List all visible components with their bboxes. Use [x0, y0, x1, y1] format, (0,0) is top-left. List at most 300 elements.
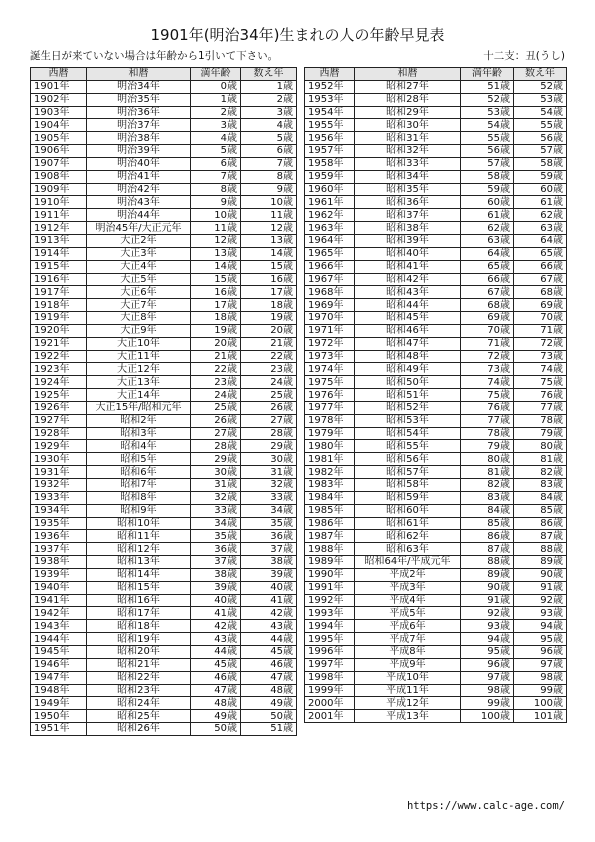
seireki-cell: 1907年 [31, 157, 87, 170]
age-table-right [304, 67, 567, 723]
kazoedoshi-cell: 78歳 [514, 414, 567, 427]
kazoedoshi-cell: 21歳 [241, 337, 297, 350]
wareki-cell: 平成9年 [355, 658, 461, 671]
table-row [31, 247, 297, 260]
kazoedoshi-cell: 79歳 [514, 427, 567, 440]
wareki-cell: 昭和42年 [355, 273, 461, 286]
table-row [305, 491, 567, 504]
wareki-cell: 昭和63年 [355, 543, 461, 556]
seireki-cell: 1994年 [305, 620, 355, 633]
seireki-cell: 1986年 [305, 517, 355, 530]
man-nenrei-cell: 51歳 [461, 80, 514, 93]
kazoedoshi-cell: 70歳 [514, 312, 567, 325]
table-row [305, 581, 567, 594]
seireki-cell: 1960年 [305, 183, 355, 196]
kazoedoshi-cell: 61歳 [514, 196, 567, 209]
man-nenrei-cell: 12歳 [191, 234, 241, 247]
seireki-cell: 1930年 [31, 453, 87, 466]
kazoedoshi-cell: 101歳 [514, 710, 567, 723]
kazoedoshi-cell: 39歳 [241, 568, 297, 581]
kazoedoshi-cell: 44歳 [241, 633, 297, 646]
kazoedoshi-cell: 76歳 [514, 389, 567, 402]
man-nenrei-cell: 8歳 [191, 183, 241, 196]
wareki-cell: 昭和41年 [355, 260, 461, 273]
seireki-cell: 1949年 [31, 697, 87, 710]
man-nenrei-cell: 55歳 [461, 132, 514, 145]
kazoedoshi-cell: 47歳 [241, 671, 297, 684]
wareki-cell: 明治37年 [87, 119, 191, 132]
wareki-cell: 昭和37年 [355, 209, 461, 222]
wareki-cell: 昭和17年 [87, 607, 191, 620]
wareki-cell: 平成12年 [355, 697, 461, 710]
seireki-cell: 1924年 [31, 376, 87, 389]
kazoedoshi-cell: 69歳 [514, 299, 567, 312]
wareki-cell: 平成4年 [355, 594, 461, 607]
seireki-cell: 1984年 [305, 491, 355, 504]
seireki-cell: 1910年 [31, 196, 87, 209]
kazoedoshi-cell: 94歳 [514, 620, 567, 633]
seireki-cell: 1944年 [31, 633, 87, 646]
wareki-cell: 昭和38年 [355, 222, 461, 235]
man-nenrei-cell: 63歳 [461, 234, 514, 247]
man-nenrei-cell: 6歳 [191, 157, 241, 170]
zodiac-label: 十二支：丑(うし) [483, 50, 565, 62]
wareki-cell: 明治39年 [87, 145, 191, 158]
wareki-cell: 平成7年 [355, 633, 461, 646]
kazoedoshi-cell: 9歳 [241, 183, 297, 196]
seireki-cell: 1950年 [31, 710, 87, 723]
man-nenrei-cell: 87歳 [461, 543, 514, 556]
kazoedoshi-cell: 28歳 [241, 427, 297, 440]
wareki-cell: 大正12年 [87, 363, 191, 376]
kazoedoshi-cell: 11歳 [241, 209, 297, 222]
wareki-cell: 昭和14年 [87, 568, 191, 581]
seireki-cell: 1919年 [31, 312, 87, 325]
table-row [31, 183, 297, 196]
seireki-cell: 1928年 [31, 427, 87, 440]
table-row [31, 658, 297, 671]
man-nenrei-cell: 49歳 [191, 710, 241, 723]
wareki-cell: 昭和52年 [355, 401, 461, 414]
table-row [305, 93, 567, 106]
table-row [31, 594, 297, 607]
table-row [31, 620, 297, 633]
table-row [31, 222, 297, 235]
kazoedoshi-cell: 92歳 [514, 594, 567, 607]
man-nenrei-cell: 86歳 [461, 530, 514, 543]
man-nenrei-cell: 78歳 [461, 427, 514, 440]
seireki-cell: 1941年 [31, 594, 87, 607]
seireki-cell: 1929年 [31, 440, 87, 453]
seireki-cell: 1916年 [31, 273, 87, 286]
wareki-cell: 昭和20年 [87, 645, 191, 658]
kazoedoshi-cell: 37歳 [241, 543, 297, 556]
table-row [31, 286, 297, 299]
man-nenrei-cell: 53歳 [461, 106, 514, 119]
kazoedoshi-cell: 1歳 [241, 80, 297, 93]
table-row [31, 157, 297, 170]
man-nenrei-cell: 91歳 [461, 594, 514, 607]
seireki-cell: 1998年 [305, 671, 355, 684]
wareki-cell: 昭和2年 [87, 414, 191, 427]
man-nenrei-cell: 64歳 [461, 247, 514, 260]
age-table-left [30, 67, 297, 736]
seireki-cell: 1976年 [305, 389, 355, 402]
wareki-cell: 昭和40年 [355, 247, 461, 260]
table-row [31, 312, 297, 325]
footer-url: https://www.calc-age.com/ [406, 800, 565, 812]
kazoedoshi-cell: 19歳 [241, 312, 297, 325]
wareki-cell: 昭和26年 [87, 723, 191, 736]
wareki-cell: 平成6年 [355, 620, 461, 633]
table-row [31, 556, 297, 569]
kazoedoshi-cell: 81歳 [514, 453, 567, 466]
kazoedoshi-cell: 56歳 [514, 132, 567, 145]
table-row [305, 80, 567, 93]
seireki-cell: 1999年 [305, 684, 355, 697]
kazoedoshi-cell: 2歳 [241, 93, 297, 106]
wareki-cell: 昭和32年 [355, 145, 461, 158]
man-nenrei-cell: 10歳 [191, 209, 241, 222]
kazoedoshi-cell: 38歳 [241, 556, 297, 569]
kazoedoshi-cell: 16歳 [241, 273, 297, 286]
kazoedoshi-cell: 88歳 [514, 543, 567, 556]
kazoedoshi-cell: 40歳 [241, 581, 297, 594]
wareki-cell: 昭和49年 [355, 363, 461, 376]
man-nenrei-cell: 75歳 [461, 389, 514, 402]
table-row [305, 479, 567, 492]
man-nenrei-cell: 15歳 [191, 273, 241, 286]
wareki-cell: 明治34年 [87, 80, 191, 93]
seireki-cell: 1968年 [305, 286, 355, 299]
man-nenrei-cell: 33歳 [191, 504, 241, 517]
seireki-cell: 1917年 [31, 286, 87, 299]
man-nenrei-cell: 48歳 [191, 697, 241, 710]
table-row [305, 414, 567, 427]
man-nenrei-cell: 76歳 [461, 401, 514, 414]
seireki-cell: 1957年 [305, 145, 355, 158]
wareki-cell: 明治44年 [87, 209, 191, 222]
table-row [305, 132, 567, 145]
seireki-cell: 1996年 [305, 645, 355, 658]
header-kazoedoshi: 数え年 [514, 68, 567, 81]
kazoedoshi-cell: 20歳 [241, 324, 297, 337]
man-nenrei-cell: 20歳 [191, 337, 241, 350]
wareki-cell: 昭和53年 [355, 414, 461, 427]
header-wareki: 和暦 [87, 68, 191, 81]
seireki-cell: 1906年 [31, 145, 87, 158]
seireki-cell: 1992年 [305, 594, 355, 607]
wareki-cell: 昭和43年 [355, 286, 461, 299]
table-row [31, 607, 297, 620]
seireki-cell: 1942年 [31, 607, 87, 620]
man-nenrei-cell: 9歳 [191, 196, 241, 209]
wareki-cell: 平成13年 [355, 710, 461, 723]
man-nenrei-cell: 25歳 [191, 401, 241, 414]
table-row [31, 170, 297, 183]
kazoedoshi-cell: 15歳 [241, 260, 297, 273]
seireki-cell: 1964年 [305, 234, 355, 247]
seireki-cell: 1945年 [31, 645, 87, 658]
wareki-cell: 昭和56年 [355, 453, 461, 466]
kazoedoshi-cell: 4歳 [241, 119, 297, 132]
wareki-cell: 昭和23年 [87, 684, 191, 697]
man-nenrei-cell: 67歳 [461, 286, 514, 299]
kazoedoshi-cell: 42歳 [241, 607, 297, 620]
man-nenrei-cell: 38歳 [191, 568, 241, 581]
kazoedoshi-cell: 74歳 [514, 363, 567, 376]
seireki-cell: 1908年 [31, 170, 87, 183]
man-nenrei-cell: 97歳 [461, 671, 514, 684]
seireki-cell: 1948年 [31, 684, 87, 697]
man-nenrei-cell: 45歳 [191, 658, 241, 671]
man-nenrei-cell: 79歳 [461, 440, 514, 453]
kazoedoshi-cell: 93歳 [514, 607, 567, 620]
man-nenrei-cell: 29歳 [191, 453, 241, 466]
wareki-cell: 昭和28年 [355, 93, 461, 106]
table-row [31, 389, 297, 402]
wareki-cell: 昭和3年 [87, 427, 191, 440]
wareki-cell: 昭和36年 [355, 196, 461, 209]
kazoedoshi-cell: 14歳 [241, 247, 297, 260]
seireki-cell: 1911年 [31, 209, 87, 222]
page-title: 1901年(明治34年)生まれの人の年齢早見表 [150, 26, 445, 44]
man-nenrei-cell: 42歳 [191, 620, 241, 633]
table-row [31, 337, 297, 350]
seireki-cell: 1955年 [305, 119, 355, 132]
man-nenrei-cell: 50歳 [191, 723, 241, 736]
table-row [305, 119, 567, 132]
man-nenrei-cell: 35歳 [191, 530, 241, 543]
wareki-cell: 昭和51年 [355, 389, 461, 402]
table-row [305, 556, 567, 569]
kazoedoshi-cell: 95歳 [514, 633, 567, 646]
seireki-cell: 1947年 [31, 671, 87, 684]
table-row [31, 479, 297, 492]
man-nenrei-cell: 59歳 [461, 183, 514, 196]
wareki-cell: 大正2年 [87, 234, 191, 247]
kazoedoshi-cell: 97歳 [514, 658, 567, 671]
kazoedoshi-cell: 62歳 [514, 209, 567, 222]
wareki-cell: 昭和61年 [355, 517, 461, 530]
seireki-cell: 1983年 [305, 479, 355, 492]
wareki-cell: 昭和55年 [355, 440, 461, 453]
seireki-cell: 1967年 [305, 273, 355, 286]
wareki-cell: 昭和4年 [87, 440, 191, 453]
seireki-cell: 1903年 [31, 106, 87, 119]
seireki-cell: 1913年 [31, 234, 87, 247]
man-nenrei-cell: 54歳 [461, 119, 514, 132]
wareki-cell: 昭和27年 [355, 80, 461, 93]
man-nenrei-cell: 72歳 [461, 350, 514, 363]
kazoedoshi-cell: 24歳 [241, 376, 297, 389]
seireki-cell: 1936年 [31, 530, 87, 543]
table-row [31, 324, 297, 337]
table-body-right [305, 80, 567, 722]
seireki-cell: 1973年 [305, 350, 355, 363]
kazoedoshi-cell: 6歳 [241, 145, 297, 158]
kazoedoshi-cell: 51歳 [241, 723, 297, 736]
man-nenrei-cell: 19歳 [191, 324, 241, 337]
man-nenrei-cell: 94歳 [461, 633, 514, 646]
table-row [305, 247, 567, 260]
table-row [305, 157, 567, 170]
table-row [305, 350, 567, 363]
seireki-cell: 1972年 [305, 337, 355, 350]
man-nenrei-cell: 13歳 [191, 247, 241, 260]
seireki-cell: 1912年 [31, 222, 87, 235]
wareki-cell: 昭和50年 [355, 376, 461, 389]
seireki-cell: 1989年 [305, 556, 355, 569]
table-row [305, 196, 567, 209]
seireki-cell: 1940年 [31, 581, 87, 594]
wareki-cell: 大正5年 [87, 273, 191, 286]
seireki-cell: 1902年 [31, 93, 87, 106]
man-nenrei-cell: 56歳 [461, 145, 514, 158]
wareki-cell: 昭和45年 [355, 312, 461, 325]
kazoedoshi-cell: 72歳 [514, 337, 567, 350]
man-nenrei-cell: 17歳 [191, 299, 241, 312]
man-nenrei-cell: 36歳 [191, 543, 241, 556]
man-nenrei-cell: 16歳 [191, 286, 241, 299]
table-row [31, 145, 297, 158]
table-row [31, 723, 297, 736]
man-nenrei-cell: 44歳 [191, 645, 241, 658]
kazoedoshi-cell: 84歳 [514, 491, 567, 504]
seireki-cell: 1934年 [31, 504, 87, 517]
table-row [31, 196, 297, 209]
man-nenrei-cell: 89歳 [461, 568, 514, 581]
wareki-cell: 昭和22年 [87, 671, 191, 684]
seireki-cell: 1927年 [31, 414, 87, 427]
kazoedoshi-cell: 68歳 [514, 286, 567, 299]
kazoedoshi-cell: 57歳 [514, 145, 567, 158]
table-row [305, 633, 567, 646]
wareki-cell: 昭和11年 [87, 530, 191, 543]
wareki-cell: 昭和60年 [355, 504, 461, 517]
man-nenrei-cell: 74歳 [461, 376, 514, 389]
man-nenrei-cell: 39歳 [191, 581, 241, 594]
table-row [305, 324, 567, 337]
kazoedoshi-cell: 30歳 [241, 453, 297, 466]
seireki-cell: 1975年 [305, 376, 355, 389]
table-row [31, 671, 297, 684]
man-nenrei-cell: 18歳 [191, 312, 241, 325]
header-wareki: 和暦 [355, 68, 461, 81]
seireki-cell: 1987年 [305, 530, 355, 543]
seireki-cell: 1993年 [305, 607, 355, 620]
kazoedoshi-cell: 91歳 [514, 581, 567, 594]
birthday-note: 誕生日が来ていない場合は年齢から1引いて下さい。 [30, 50, 279, 62]
table-row [31, 581, 297, 594]
seireki-cell: 1979年 [305, 427, 355, 440]
seireki-cell: 1925年 [31, 389, 87, 402]
wareki-cell: 昭和48年 [355, 350, 461, 363]
wareki-cell: 昭和29年 [355, 106, 461, 119]
kazoedoshi-cell: 22歳 [241, 350, 297, 363]
man-nenrei-cell: 46歳 [191, 671, 241, 684]
wareki-cell: 昭和18年 [87, 620, 191, 633]
wareki-cell: 昭和19年 [87, 633, 191, 646]
table-row [31, 260, 297, 273]
seireki-cell: 1915年 [31, 260, 87, 273]
wareki-cell: 昭和57年 [355, 466, 461, 479]
man-nenrei-cell: 92歳 [461, 607, 514, 620]
seireki-cell: 1991年 [305, 581, 355, 594]
man-nenrei-cell: 27歳 [191, 427, 241, 440]
table-body-left [31, 80, 297, 735]
seireki-cell: 1918年 [31, 299, 87, 312]
seireki-cell: 1978年 [305, 414, 355, 427]
header-seireki: 西暦 [305, 68, 355, 81]
man-nenrei-cell: 43歳 [191, 633, 241, 646]
table-row [305, 222, 567, 235]
table-row [31, 530, 297, 543]
header-kazoedoshi: 数え年 [241, 68, 297, 81]
kazoedoshi-cell: 99歳 [514, 684, 567, 697]
seireki-cell: 1939年 [31, 568, 87, 581]
kazoedoshi-cell: 49歳 [241, 697, 297, 710]
seireki-cell: 1959年 [305, 170, 355, 183]
wareki-cell: 昭和13年 [87, 556, 191, 569]
wareki-cell: 平成8年 [355, 645, 461, 658]
seireki-cell: 1965年 [305, 247, 355, 260]
wareki-cell: 昭和64年/平成元年 [355, 556, 461, 569]
table-row [305, 427, 567, 440]
seireki-cell: 1920年 [31, 324, 87, 337]
seireki-cell: 1923年 [31, 363, 87, 376]
table-row [305, 145, 567, 158]
kazoedoshi-cell: 82歳 [514, 466, 567, 479]
kazoedoshi-cell: 75歳 [514, 376, 567, 389]
man-nenrei-cell: 1歳 [191, 93, 241, 106]
seireki-cell: 1901年 [31, 80, 87, 93]
table-row [31, 234, 297, 247]
kazoedoshi-cell: 17歳 [241, 286, 297, 299]
seireki-cell: 1962年 [305, 209, 355, 222]
kazoedoshi-cell: 41歳 [241, 594, 297, 607]
table-row [305, 363, 567, 376]
wareki-cell: 昭和9年 [87, 504, 191, 517]
seireki-cell: 1981年 [305, 453, 355, 466]
header-man-nenrei: 満年齢 [461, 68, 514, 81]
wareki-cell: 大正14年 [87, 389, 191, 402]
table-row [305, 658, 567, 671]
wareki-cell: 昭和30年 [355, 119, 461, 132]
table-row [31, 132, 297, 145]
wareki-cell: 昭和15年 [87, 581, 191, 594]
wareki-cell: 昭和6年 [87, 466, 191, 479]
man-nenrei-cell: 80歳 [461, 453, 514, 466]
table-row [305, 286, 567, 299]
man-nenrei-cell: 84歳 [461, 504, 514, 517]
seireki-cell: 1990年 [305, 568, 355, 581]
table-row [305, 684, 567, 697]
wareki-cell: 昭和44年 [355, 299, 461, 312]
table-row [305, 389, 567, 402]
table-row [305, 376, 567, 389]
seireki-cell: 1926年 [31, 401, 87, 414]
seireki-cell: 1961年 [305, 196, 355, 209]
man-nenrei-cell: 14歳 [191, 260, 241, 273]
seireki-cell: 1974年 [305, 363, 355, 376]
seireki-cell: 1951年 [31, 723, 87, 736]
kazoedoshi-cell: 5歳 [241, 132, 297, 145]
man-nenrei-cell: 69歳 [461, 312, 514, 325]
man-nenrei-cell: 62歳 [461, 222, 514, 235]
man-nenrei-cell: 40歳 [191, 594, 241, 607]
table-row [31, 273, 297, 286]
